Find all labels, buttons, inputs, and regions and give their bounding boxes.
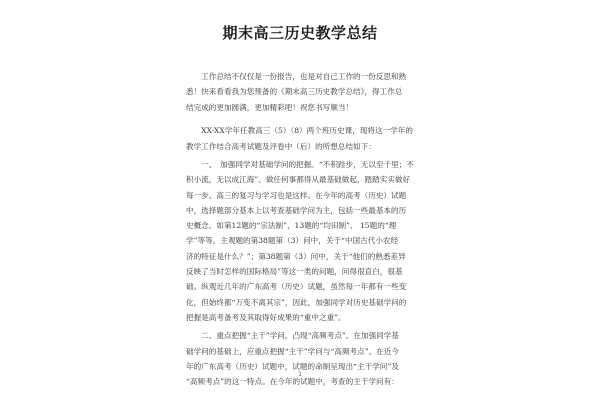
text-line: XX-XX学年任教高三（5）（8）两个班历史课，现将这一学年的 — [186, 126, 413, 136]
text-line: 济的特征是什么？”；第38题第（3）问中，关于“他们的熟悉差异 — [186, 251, 406, 261]
document-body — [186, 69, 414, 389]
text-line: 化，但始终都“万变不离其宗”，因此，加强同学对历史基础学问的 — [186, 297, 407, 307]
text-line: 学”等等。主观题的第38题第（3）问中，关于“中国古代小农经 — [186, 236, 399, 246]
text-line: 中，选择题部分基本上以考查基础学问为主，包括一些最基本的历 — [186, 205, 407, 215]
text-line: 反映了当时怎样的国际格局”等这一类的问题，问得很直白，很基 — [186, 267, 403, 277]
text-line: 二、重点把握“主干”学问，凸现“高频考点”。在加强同学基 — [186, 331, 399, 341]
text-line: 一、 加强同学对基础学问的把握。“不积跬步，无以至千里；不 — [186, 159, 414, 169]
page-number: 1 — [298, 371, 302, 378]
text-line: “高频考点”的这一特点。在今年的试题中，考查的主干学问有： — [186, 377, 399, 387]
section-one-paragraph — [186, 157, 414, 325]
text-line: 教学工作结合高考试题及评卷中（后）的所想总结如下： — [186, 141, 376, 151]
text-line: 工作总结不仅仅是一份报告，也是对自己工作的一份反思和熟 — [186, 72, 407, 81]
intro-paragraph — [186, 69, 414, 115]
text-line: 悉！快来看看我为您预备的《期末高三历史教学总结》，得工作总 — [186, 87, 403, 97]
text-line: 础学问的基础上，应重点把握“主干”学问与“高频考点”。在近今 — [186, 346, 399, 356]
document-title: 期末高三历史教学总结 — [222, 24, 378, 42]
text-line: 础。纵观近几年的广东高考（历史）试题，虽然每一年都有一些变 — [186, 282, 407, 292]
summary-paragraph — [186, 123, 414, 154]
text-line: 结完成的更加圆满，更加精彩吧！祝您书写顺当！ — [186, 102, 354, 112]
text-line: 史概念。如第12题的“宗法制”，13题的“均田制”、 15题的“理 — [186, 221, 397, 231]
text-line: 年的广东高考（历史）试题中，试题的命制呈现出“主干学问”及 — [186, 361, 399, 371]
text-line: 积小流，无以成江海”。做任何事都得从最基础做起，踏踏实实做好 — [186, 175, 411, 185]
section-two-paragraph — [186, 328, 414, 389]
text-line: 每一步。高三的复习与学习也是这样。在今年的高考（历史）试题 — [186, 190, 407, 200]
text-line: 把握是高考备考及其取得好成果的“重中之重”。 — [186, 312, 346, 322]
